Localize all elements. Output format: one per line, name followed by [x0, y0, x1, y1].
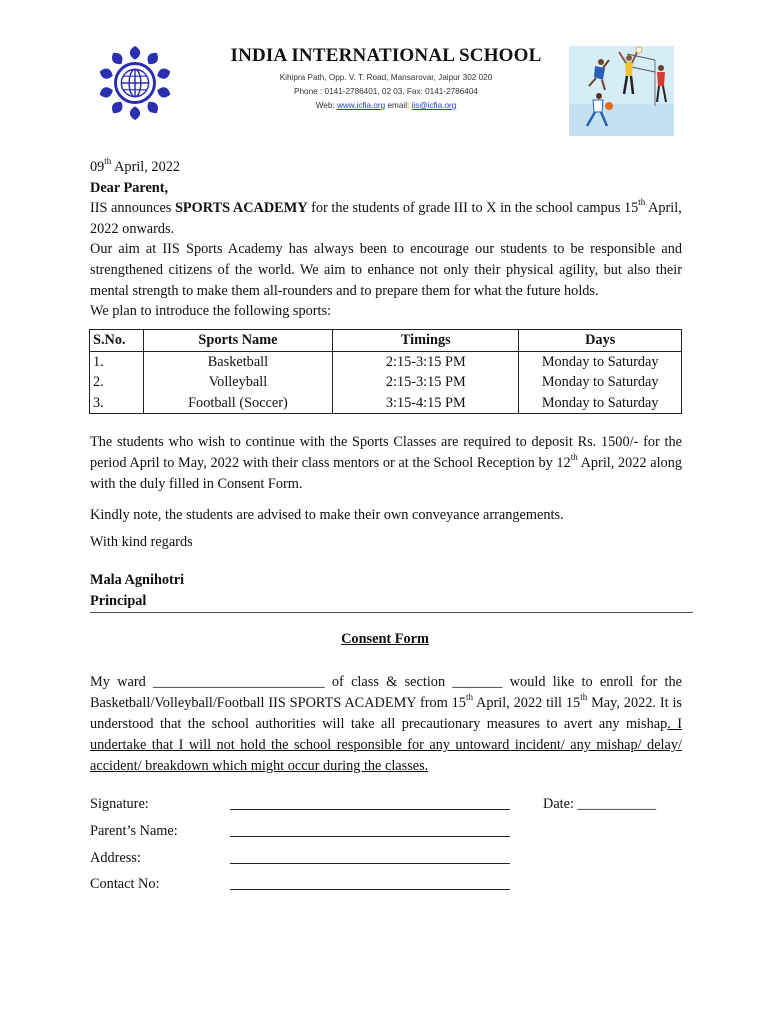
conveyance-note: Kindly note, the students are advised to make their own conveyance arrangements.: [90, 507, 564, 523]
sports-illustration: [569, 46, 674, 136]
school-web-email: [224, 101, 548, 110]
table-header-row: [90, 330, 682, 352]
parent-name-label: Parent’s Name:: [90, 823, 178, 839]
cell-timing: 2:15-3:15 PM: [333, 372, 519, 393]
website-link[interactable]: www.icfia.org: [336, 101, 386, 110]
class-section-blank[interactable]: _______: [452, 674, 503, 690]
cell-sno: 3.: [90, 393, 144, 414]
cell-days: Monday to Saturday: [519, 393, 682, 414]
consent-paragraph: My ward ________________________ of class & section _______ would like to enroll for the Basketball/Volleyball/Football IIS SPORTS ACADEMY from 15th April, 2022 till 15th May, 2022. It is understood that the school authorities will take all precautionary measures to avert any mishap. I undertake that I will not hold the school responsible for any untoward incident/ any mishap/ delay/ accident/ breakdown which might occur during the classes.: [90, 674, 682, 774]
sports-intro: We plan to introduce the following sports:: [90, 303, 332, 319]
signature-label: Signature:: [90, 796, 149, 812]
header-sports-name: Sports Name: [143, 330, 332, 352]
deposit-paragraph: The students who wish to continue with the Sports Classes are required to deposit Rs. 1500/- for the period April to May, 2022 with their class mentors or at the School Reception by 12th April, 2022 along with the duly filled in Consent Form.: [90, 434, 682, 492]
school-name: INDIA INTERNATIONAL SCHOOL: [230, 45, 542, 66]
table-row: [90, 393, 682, 414]
header-sno: S.No.: [90, 330, 144, 352]
cell-days: Monday to Saturday: [519, 351, 682, 372]
cell-sport: Basketball: [143, 351, 332, 372]
letter-date: 09th April, 2022: [90, 156, 181, 175]
header-days: Days: [519, 330, 682, 352]
signature-field[interactable]: [230, 809, 510, 810]
sports-table: [89, 329, 682, 414]
aim-paragraph: Our aim at IIS Sports Academy has always been to encourage our students to be responsible and strengthened citizens of the world. We aim to enhance not only their physical agility, but also their mental strength to make them all-rounders and to prepare them for what the future holds.: [90, 241, 682, 299]
email-link[interactable]: iis@icfia.org: [411, 101, 457, 110]
date-field[interactable]: Date: ___________: [543, 796, 657, 812]
address-field[interactable]: [230, 863, 510, 864]
school-logo: [96, 44, 174, 122]
table-row: [90, 351, 682, 372]
section-divider: [90, 612, 693, 613]
address-label: Address:: [90, 850, 141, 866]
contact-label: Contact No:: [90, 876, 160, 892]
cell-sno: 2.: [90, 372, 144, 393]
announcement-paragraph: IIS announces SPORTS ACADEMY for the students of grade III to X in the school campus 15th April, 2022 onwards.: [90, 197, 682, 237]
salutation: Dear Parent,: [90, 180, 169, 196]
cell-sport: Volleyball: [143, 372, 332, 393]
signatory-name: Mala Agnihotri: [90, 572, 185, 588]
web-label: Web:: [315, 101, 335, 110]
table-row: [90, 372, 682, 393]
cell-sno: 1.: [90, 351, 144, 372]
cell-days: Monday to Saturday: [519, 372, 682, 393]
ward-name-blank[interactable]: ________________________: [153, 674, 325, 690]
parent-name-field[interactable]: [230, 836, 510, 837]
cell-timing: 2:15-3:15 PM: [333, 351, 519, 372]
closing: With kind regards: [90, 534, 193, 550]
signatory-title: Principal: [90, 593, 147, 609]
contact-field[interactable]: [230, 889, 510, 890]
header-timings: Timings: [333, 330, 519, 352]
cell-timing: 3:15-4:15 PM: [333, 393, 519, 414]
school-address: Kihipra Path, Opp. V. T. Road, Mansarovar, Jaipur 302 020: [279, 73, 493, 82]
school-phone: Phone : 0141-2786401, 02 03, Fax: 0141-2786404: [294, 87, 478, 96]
consent-form-title: Consent Form: [341, 631, 429, 647]
cell-sport: Football (Soccer): [143, 393, 332, 414]
email-label: email:: [387, 101, 410, 110]
